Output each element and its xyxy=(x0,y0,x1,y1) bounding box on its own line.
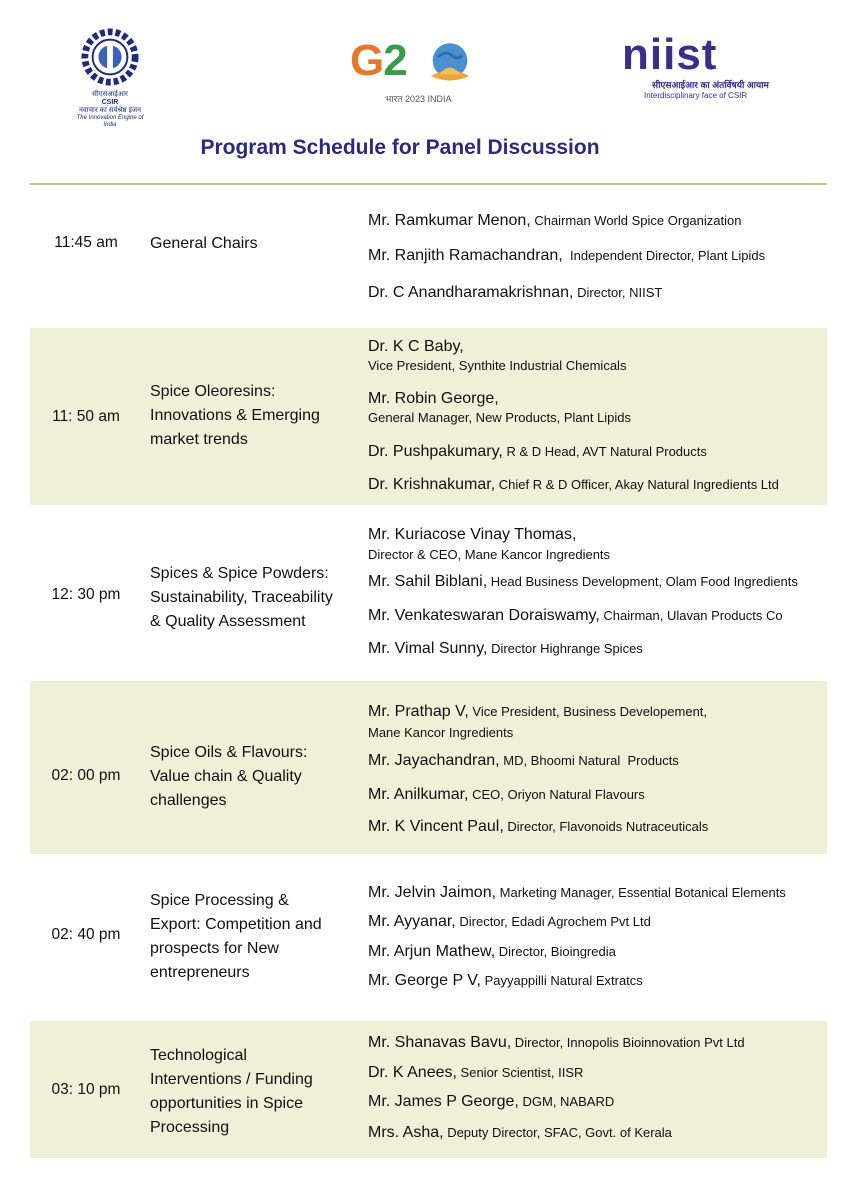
session-topic-line: Innovations & Emerging xyxy=(150,407,320,424)
niist-wordmark: niist xyxy=(622,30,718,79)
speaker-name: Mr. Ramkumar Menon, xyxy=(368,212,531,229)
g20-wordmark: G2 xyxy=(350,36,407,85)
speaker-role: Deputy Director, SFAC, Govt. of Kerala xyxy=(443,1125,672,1140)
csir-hindi-name: सीएसआईआर xyxy=(92,91,128,98)
speaker-name: Mr. Vimal Sunny, xyxy=(368,640,488,657)
speaker-entry xyxy=(368,573,828,591)
speaker-name: Dr. K C Baby, xyxy=(368,338,464,355)
session-topic-line: Interventions / Funding xyxy=(150,1071,313,1088)
csir-logo xyxy=(70,28,150,129)
logo-bar xyxy=(0,28,850,128)
speaker-name: Mr. Arjun Mathew, xyxy=(368,943,496,960)
speaker-entry xyxy=(368,338,828,356)
niist-hindi-tagline: सीएसआईआर का अंतर्विषयी आयाम xyxy=(652,80,769,90)
speaker-name: Mr. Anilkumar, xyxy=(368,786,469,803)
speaker-entry xyxy=(368,443,828,461)
session-topic-line: Processing xyxy=(150,1119,230,1136)
session-topic-line: Sustainability, Traceability xyxy=(150,589,333,606)
session-time: 02: 40 pm xyxy=(51,926,121,943)
speaker-entry xyxy=(368,818,828,836)
speaker-name: Mr. Shanavas Bavu, xyxy=(368,1034,512,1051)
schedule-row xyxy=(30,328,827,505)
speaker-role: Mane Kancor Ingredients xyxy=(368,725,514,740)
speaker-role: Chief R & D Officer, Akay Natural Ingredients Ltd xyxy=(495,477,779,492)
speaker-role: Director, Bioingredia xyxy=(495,944,616,959)
speaker-role: MD, Bhoomi Natural Products xyxy=(499,753,679,768)
csir-name: CSIR xyxy=(101,99,119,106)
speaker-role: Vice President, Business Developement, xyxy=(468,704,708,719)
session-time: 11:45 am xyxy=(54,234,118,251)
session-time: 03: 10 pm xyxy=(51,1081,121,1098)
speaker-name: Mr. Robin George, xyxy=(368,390,499,407)
speaker-entry xyxy=(368,703,828,721)
speaker-entry xyxy=(368,1034,828,1052)
speaker-entry xyxy=(368,247,828,265)
csir-tagline: The Innovation Engine of India xyxy=(76,115,144,128)
session-topic-line: entrepreneurs xyxy=(150,964,250,981)
speaker-role: Independent Director, Plant Lipids xyxy=(562,248,766,263)
speaker-role: Director, NIIST xyxy=(573,285,663,300)
speaker-role: CEO, Oriyon Natural Flavours xyxy=(468,787,645,802)
speaker-name: Mr. James P George, xyxy=(368,1093,519,1110)
speaker-name: Dr. Krishnakumar, xyxy=(368,476,496,493)
schedule-row xyxy=(30,856,827,1019)
speaker-role: Vice President, Synthite Industrial Chemicals xyxy=(368,358,627,373)
session-topic xyxy=(150,889,370,985)
speaker-name: Mr. Jelvin Jaimon, xyxy=(368,884,497,901)
speaker-role: Director Highrange Spices xyxy=(487,641,643,656)
speaker-role: Chairman, Ulavan Products Co xyxy=(599,608,783,623)
speaker-name: Mr. Venkateswaran Doraiswamy, xyxy=(368,607,600,624)
speaker-role: Marketing Manager, Essential Botanical Elements xyxy=(496,885,786,900)
session-topic-line: Export: Competition and xyxy=(150,916,322,933)
session-topic-line: & Quality Assessment xyxy=(150,613,306,630)
session-topic-line: Value chain & Quality xyxy=(150,768,302,785)
csir-gear-icon xyxy=(81,28,139,86)
speaker-role: Senior Scientist, IISR xyxy=(456,1065,584,1080)
page-title: Program Schedule for Panel Discussion xyxy=(200,136,600,159)
speaker-role: Payyappilli Natural Extratcs xyxy=(480,973,643,988)
niist-tagline: Interdisciplinary face of CSIR xyxy=(644,91,748,100)
session-topic-line: Spice Oils & Flavours: xyxy=(150,744,308,761)
speaker-entry xyxy=(368,752,828,770)
niist-logo xyxy=(622,32,782,100)
speaker-role: Chairman World Spice Organization xyxy=(530,213,742,228)
session-topic-line: opportunities in Spice xyxy=(150,1095,303,1112)
speaker-entry xyxy=(368,640,828,658)
g20-logo xyxy=(350,36,480,116)
session-topic-line: Technological xyxy=(150,1047,247,1064)
session-topic xyxy=(150,562,370,634)
speaker-role: Head Business Development, Olam Food Ingredients xyxy=(487,574,798,589)
speaker-role: Director & CEO, Mane Kancor Ingredients xyxy=(368,547,611,562)
speaker-entry xyxy=(368,390,828,408)
speaker-name: Mr. Kuriacose Vinay Thomas, xyxy=(368,526,577,543)
speaker-entry xyxy=(368,972,828,990)
session-time: 11: 50 am xyxy=(52,408,120,425)
g20-subtitle: भारत 2023 INDIA xyxy=(385,94,452,104)
speaker-name: Mr. Prathap V, xyxy=(368,703,469,720)
speaker-entry xyxy=(368,884,828,902)
session-time: 12: 30 pm xyxy=(51,586,121,603)
speaker-role: R & D Head, AVT Natural Products xyxy=(502,444,707,459)
speaker-name: Mr. Ayyanar, xyxy=(368,913,456,930)
session-topic xyxy=(150,1044,370,1140)
speaker-entry xyxy=(368,476,828,494)
session-topic-line: Spice Oleoresins: xyxy=(150,383,276,400)
session-topic-line: challenges xyxy=(150,792,227,809)
speaker-name: Mr. George P V, xyxy=(368,972,481,989)
speaker-name: Dr. K Anees, xyxy=(368,1064,457,1081)
session-time: 02: 00 pm xyxy=(51,767,121,784)
speaker-role: DGM, NABARD xyxy=(518,1094,615,1109)
session-topic-line: market trends xyxy=(150,431,248,448)
schedule-row xyxy=(30,506,827,679)
speaker-entry xyxy=(368,526,828,544)
csir-hindi-tagline: नवाचार का सर्वश्रेष्ठ इंजन xyxy=(79,107,141,114)
session-topic xyxy=(150,741,370,813)
speaker-name: Mr. Ranjith Ramachandran, xyxy=(368,247,563,264)
speaker-name: Mr. Jayachandran, xyxy=(368,752,500,769)
speaker-role: Director, Innopolis Bioinnovation Pvt Ltd xyxy=(511,1035,745,1050)
speaker-entry xyxy=(368,1093,828,1111)
speaker-entry xyxy=(368,607,828,625)
schedule-row xyxy=(30,681,827,854)
speaker-entry xyxy=(368,943,828,961)
title-divider xyxy=(30,183,827,185)
session-topic xyxy=(150,232,370,256)
speaker-name: Mr. K Vincent Paul, xyxy=(368,818,504,835)
speaker-role: General Manager, New Products, Plant Lipids xyxy=(368,410,632,425)
schedule-row xyxy=(30,188,827,323)
speaker-entry xyxy=(368,1064,828,1082)
session-topic-line: prospects for New xyxy=(150,940,279,957)
speaker-role: Director, Flavonoids Nutraceuticals xyxy=(503,819,709,834)
session-topic-line: Spices & Spice Powders: xyxy=(150,565,329,582)
speaker-entry xyxy=(368,913,828,931)
session-topic-line: Spice Processing & xyxy=(150,892,289,909)
session-topic xyxy=(150,380,370,452)
session-topic-line: General Chairs xyxy=(150,235,258,252)
schedule-row xyxy=(30,1021,827,1158)
speaker-name: Mr. Sahil Biblani, xyxy=(368,573,488,590)
speaker-entry xyxy=(368,284,828,302)
speaker-name: Dr. Pushpakumary, xyxy=(368,443,503,460)
speaker-entry xyxy=(368,786,828,804)
speaker-entry xyxy=(368,212,828,230)
speaker-entry xyxy=(368,1124,828,1142)
speaker-name: Mrs. Asha, xyxy=(368,1124,444,1141)
speaker-name: Dr. C Anandharamakrishnan, xyxy=(368,284,574,301)
speaker-role: Director, Edadi Agrochem Pvt Ltd xyxy=(455,914,651,929)
globe-lotus-icon xyxy=(424,38,476,90)
